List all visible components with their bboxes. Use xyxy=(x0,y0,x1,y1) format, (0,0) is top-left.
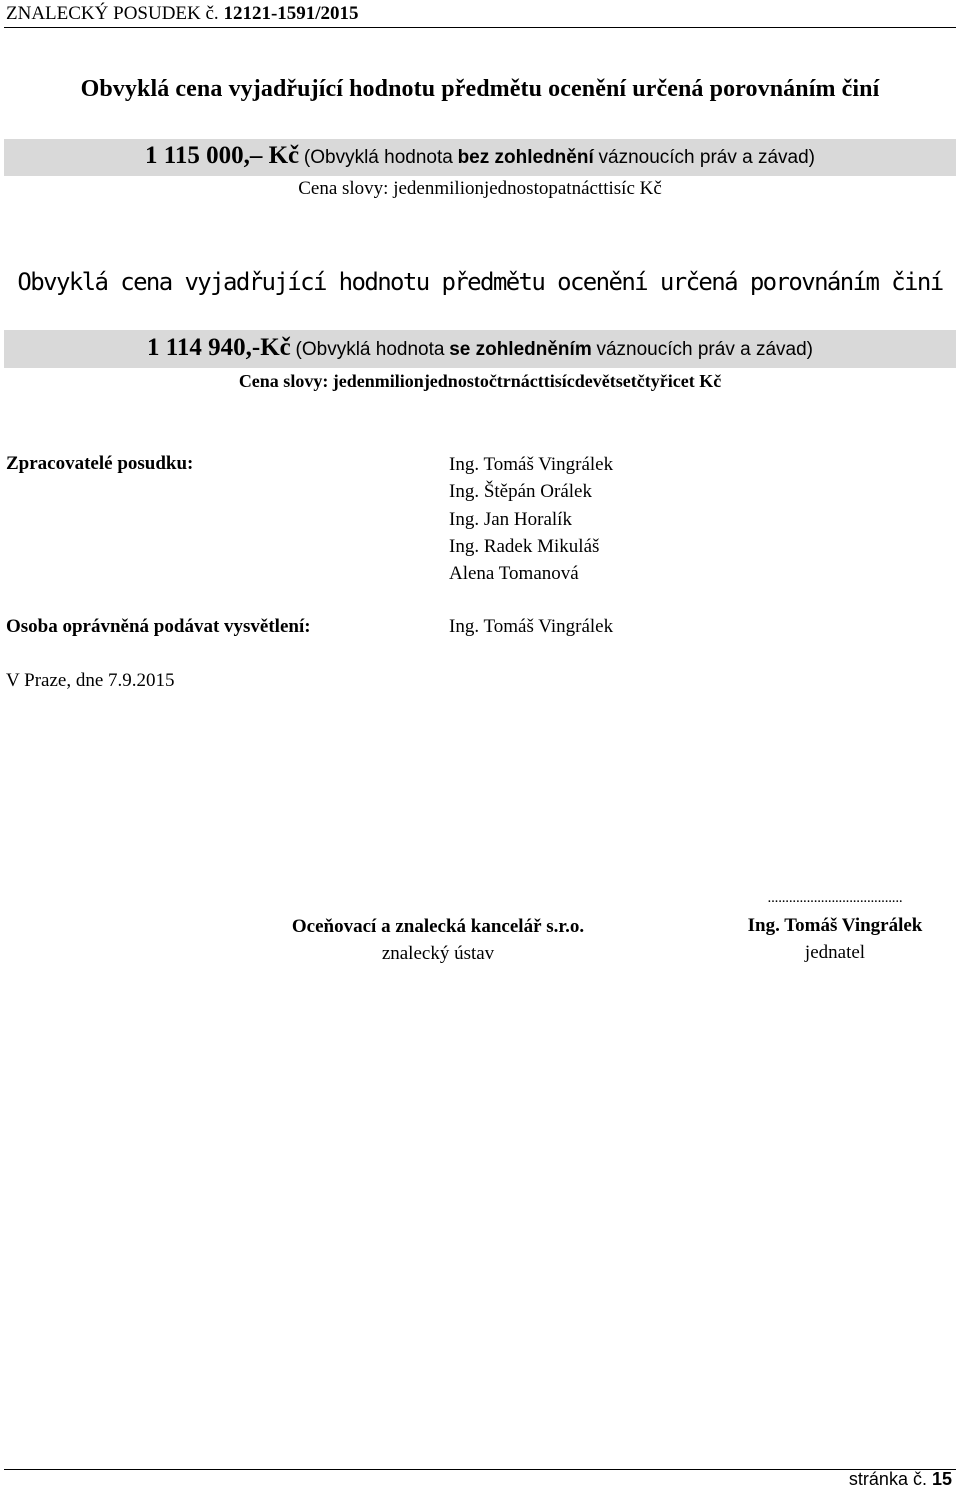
header-divider xyxy=(4,27,956,28)
valuation-1-note-post: váznoucích práv a závad) xyxy=(598,147,816,168)
signatory-name: Ing. Tomáš Vingrálek xyxy=(747,915,923,936)
valuation-1-note-bold: bez zohlednění xyxy=(457,147,594,168)
explainer-label: Osoba oprávněná podávat vysvětlení: xyxy=(6,616,311,637)
valuation-2-note-bold: se zohledněním xyxy=(449,339,592,360)
valuation-1-amount: 1 115 000,– Kč xyxy=(144,142,300,169)
page-label: stránka č. xyxy=(848,1469,927,1489)
page-number: 15 xyxy=(931,1469,952,1489)
page-footer xyxy=(849,1469,952,1490)
valuation-2-note-pre: (Obvyklá hodnota xyxy=(295,339,445,360)
processors-label: Zpracovatelé posudku: xyxy=(6,453,194,474)
footer-divider xyxy=(4,1469,956,1470)
processor-name: Ing. Štěpán Orálek xyxy=(449,481,592,503)
valuation-2-note-post: váznoucích práv a závad) xyxy=(596,339,813,360)
valuation-2-title: Obvyklá cena vyjadřující hodnotu předmětu ocenění určená porovnáním činí xyxy=(17,268,943,296)
header-prefix: ZNALECKÝ POSUDEK č. xyxy=(6,3,219,24)
valuation-1-words: Cena slovy: jedenmilionjednostopatnácttisíc Kč xyxy=(298,178,662,199)
valuation-2-amount: 1 114 940,-Kč xyxy=(147,334,291,361)
processor-name: Ing. Jan Horalík xyxy=(449,508,572,530)
explainer-name: Ing. Tomáš Vingrálek xyxy=(449,616,614,637)
document-number: 12121-1591/2015 xyxy=(223,3,359,24)
valuation-1-title: Obvyklá cena vyjadřující hodnotu předmětu ocenění určená porovnáním činí xyxy=(80,76,880,102)
valuation-1-value-line xyxy=(0,142,960,170)
place-date: V Praze, dne 7.9.2015 xyxy=(6,670,175,691)
processors-list xyxy=(449,451,613,587)
organization-name: Oceňovací a znalecká kancelář s.r.o. xyxy=(291,916,585,937)
signatory-role: jednatel xyxy=(804,942,866,963)
organization-type: znalecký ústav xyxy=(381,943,495,964)
valuation-2-value-line xyxy=(0,334,960,362)
processor-name: Ing. Tomáš Vingrálek xyxy=(449,454,614,475)
page-header xyxy=(6,3,359,25)
processor-name: Alena Tomanová xyxy=(449,563,579,585)
signature-line: ...................................... xyxy=(767,890,903,906)
signature-organization xyxy=(238,913,638,967)
processor-name: Ing. Radek Mikuláš xyxy=(449,535,600,557)
signature-person xyxy=(705,885,960,966)
valuation-1-note-pre: (Obvyklá hodnota xyxy=(303,147,453,168)
valuation-2-words: Cena slovy: jedenmilionjednostočtrnácttisícdevětsetčtyřicet Kč xyxy=(238,371,722,391)
